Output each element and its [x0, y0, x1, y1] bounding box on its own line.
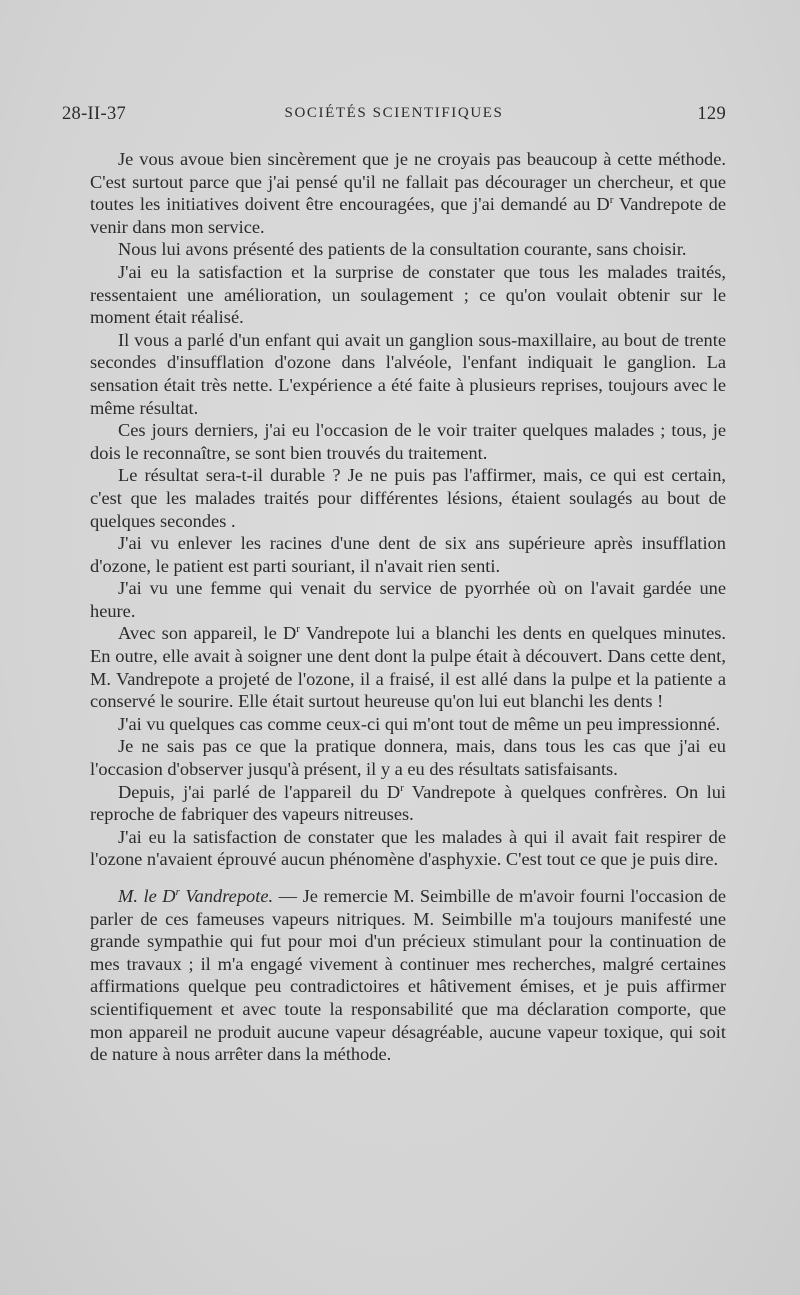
section-gap — [90, 871, 726, 885]
speaker-name: M. le $D^r$ Vandrepote. — [118, 885, 274, 906]
paragraph: Ces jours derniers, j'ai eu l'occasion de le voir traiter quelques malades ; tous, je dois le reconnaître, se sont bien trouvés du traitement. — [90, 420, 726, 463]
paragraph: J'ai vu une femme qui venait du service de pyorrhée où on l'avait gardée une heure. — [90, 578, 726, 621]
body-text — [90, 148, 726, 1066]
page-number: 129 — [697, 104, 726, 124]
paragraph: Le résultat sera-t-il durable ? Je ne puis pas l'affirmer, mais, ce qui est certain, c'est que les malades traités pour différentes lésions, étaient soulagés au bout de quelques secondes . — [90, 465, 726, 531]
paragraph: Il vous a parlé d'un enfant qui avait un ganglion sous-maxillaire, au bout de trente secondes d'insufflation d'ozone dans l'alvéole, l'enfant indiquait le ganglion. La sensation était très nette. L'expérience a été faite à plusieurs reprises, toujours avec le même résultat. — [90, 329, 726, 418]
speaker-paragraph: M. le $D^r$ Vandrepote. — Je remercie M. Seimbille de m'avoir fourni l'occasion de parler de ces fameuses vapeurs nitriques. M. Seimbille m'a toujours manifesté une grande sympathie qui fut pour moi d'un précieux stimulant pour la continuation de mes travaux ; il m'a engagé vivement à continuer mes recherches, malgré certaines affirmations quelque peu contradictoires et hâtivement émises, et je puis affirmer scientifiquement et avec toute la responsabilité que ma déclaration comporte, que mon appareil ne produit aucune vapeur désagréable, aucune vapeur toxique, qui soit de nature à nous arrêter dans la méthode. — [90, 885, 726, 1065]
header-date: 28-II-37 — [62, 104, 127, 124]
running-header — [62, 104, 726, 128]
paragraph: J'ai eu la satisfaction et la surprise de constater que tous les malades traités, ressentaient une amélioration, un soulagement ; ce qu'on voulait obtenir sur le moment était réalisé. — [90, 261, 726, 328]
paragraph: Avec son appareil, le $D^r$ Vandrepote lui a blanchi les dents en quelques minutes. En outre, elle avait à soigner une dent dont la pulpe était à découvert. Dans cette dent, M. Vandrepote a projeté de l'ozone, il a fraisé, il est allé dans la pulpe et la patiente a conservé le sourire. Elle était surtout heureuse qu'on lui eut blanchi les dents ! — [90, 623, 727, 712]
header-title: SOCIÉTÉS SCIENTIFIQUES — [284, 105, 504, 121]
paragraph: Je ne sais pas ce que la pratique donnera, mais, dans tous les cas que j'ai eu l'occasion d'observer jusqu'à présent, il y a eu des résultats satisfaisants. — [90, 736, 726, 780]
paragraph: J'ai eu la satisfaction de constater que les malades à qui il avait fait respirer de l'ozone n'avaient éprouvé aucun phénomène d'asphyxie. C'est tout ce que je puis dire. — [90, 826, 726, 870]
paragraph: J'ai vu quelques cas comme ceux-ci qui m'ont tout de même un peu impressionné. — [118, 713, 721, 734]
paragraph: Depuis, j'ai parlé de l'appareil du $D^r$ Vandrepote à quelques confrères. On lui reproche de fabriquer des vapeurs nitreuses. — [90, 781, 726, 825]
paragraph: Nous lui avons présenté des patients de la consultation courante, sans choisir. — [118, 239, 687, 260]
paragraph: Je vous avoue bien sincèrement que je ne croyais pas beaucoup à cette méthode. C'est surtout parce que j'ai pensé qu'il ne fallait pas décourager un chercheur, et que toutes les initiatives doivent être encouragées, que j'ai demandé au $D^r$ Vandrepote de venir dans mon service. — [90, 149, 726, 237]
paragraph: J'ai vu enlever les racines d'une dent de six ans supérieure après insufflation d'ozone, le patient est parti souriant, il n'avait rien senti. — [90, 533, 726, 576]
